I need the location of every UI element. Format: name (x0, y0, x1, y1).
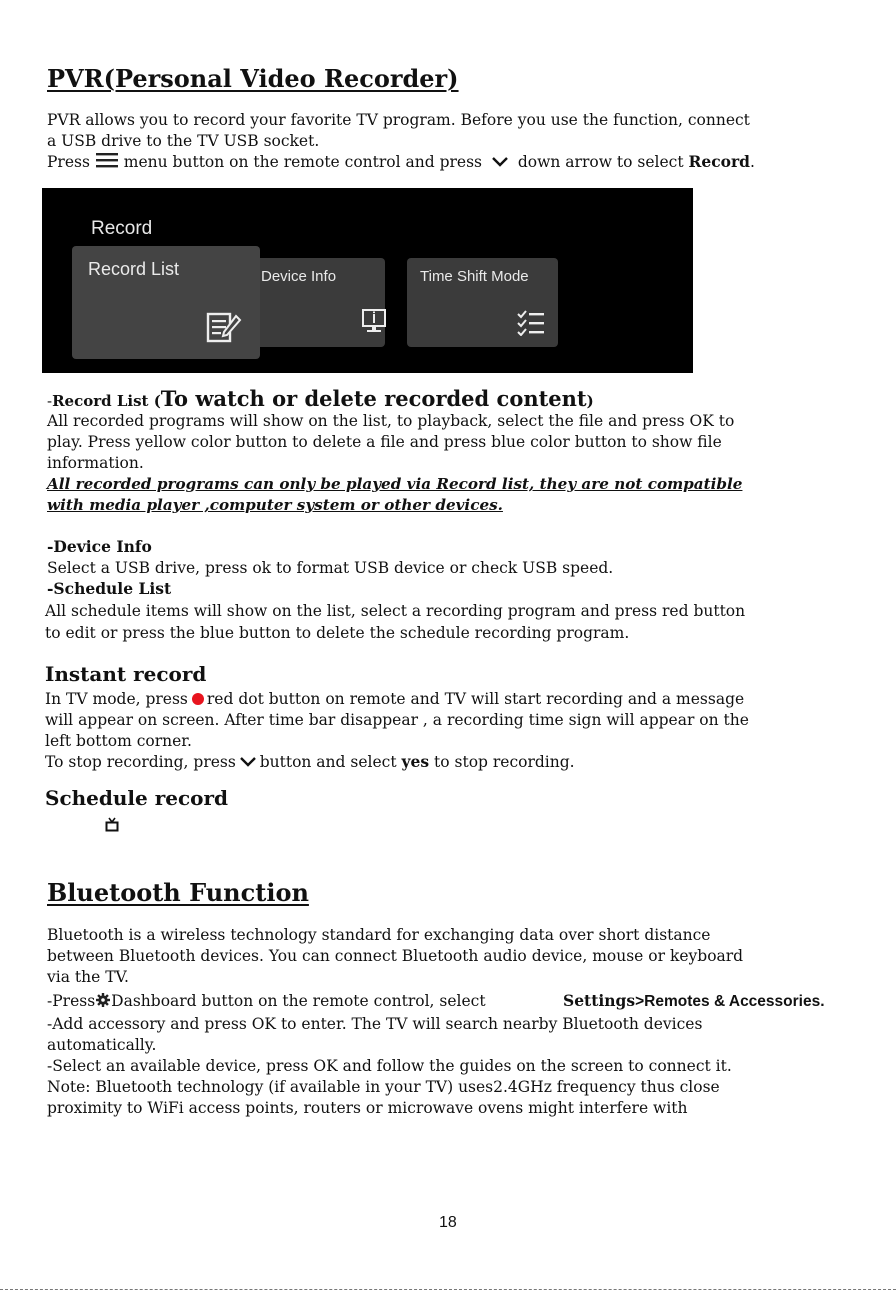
remotes-accessories-word: Remotes & Accessories. (644, 993, 825, 1010)
bluetooth-line-6: automatically. (47, 1036, 157, 1054)
down-text: down arrow to select (517, 153, 684, 171)
bluetooth-line-8: Note: Bluetooth technology (if available in your TV) uses2.4GHz frequency thus close (47, 1078, 720, 1096)
schedule-list-line-2: to edit or press the blue button to delete the schedule recording program. (45, 624, 630, 642)
pvr-intro-line-2: a USB drive to the TV USB socket. (47, 132, 320, 150)
record-list-card-label: Record List (88, 259, 180, 279)
record-list-dash: - (47, 392, 53, 410)
device-info-heading: -Device Info (47, 537, 152, 556)
record-list-warning-2: with media player ,computer system or other devices. (47, 496, 503, 514)
instant-record-title: Instant record (45, 662, 207, 686)
instant-record-line-2: will appear on screen. After time bar disappear , a recording time sign will appear on the (45, 711, 749, 729)
checklist-icon (517, 310, 545, 336)
schedule-list-heading: -Schedule List (47, 579, 172, 598)
bluetooth-line-3: via the TV. (47, 968, 129, 986)
bluetooth-line-7: -Select an available device, press OK and follow the guides on the screen to connect it. (47, 1057, 732, 1075)
bluetooth-l4b: Dashboard button on the remote control, select (111, 992, 486, 1010)
record-list-line-1: All recorded programs will show on the list, to playback, select the file and press OK to (47, 412, 735, 430)
device-info-card-label: Device Info (261, 268, 337, 285)
pvr-intro-line-1: PVR allows you to record your favorite TV program. Before you use the function, connect (47, 111, 750, 129)
path-separator: > (635, 993, 645, 1010)
record-list-heading (47, 386, 594, 411)
instant-record-l4b: button and select (259, 753, 397, 771)
down-arrow-icon (239, 753, 257, 774)
period: . (750, 153, 755, 171)
record-list-subtitle: To watch or delete recorded content (160, 386, 587, 411)
record-menu-header: Record (91, 218, 153, 239)
footer-divider (0, 1289, 896, 1290)
menu-text: menu button on the remote control and press (123, 153, 482, 171)
instant-record-l1b: red dot button on remote and TV will start recording and a message (206, 690, 745, 708)
tv-icon (105, 817, 119, 836)
pvr-title: PVR(Personal Video Recorder) (47, 64, 459, 93)
instant-record-l1a: In TV mode, press (45, 690, 188, 708)
record-menu-screenshot (42, 188, 693, 373)
red-dot-icon (192, 693, 204, 705)
page-number: 18 (439, 1214, 457, 1231)
bluetooth-line-9: proximity to WiFi access points, routers or microwave ovens might interfere with (47, 1099, 688, 1117)
bluetooth-title: Bluetooth Function (47, 878, 309, 907)
bluetooth-line-5: -Add accessory and press OK to enter. The TV will search nearby Bluetooth devices (47, 1015, 703, 1033)
instant-record-line-1 (45, 689, 744, 710)
record-list-line-2: play. Press yellow color button to delete a file and press blue color button to show file (47, 433, 722, 451)
record-word: Record (688, 152, 751, 171)
bluetooth-line-2: between Bluetooth devices. You can connect Bluetooth audio device, mouse or keyboard (47, 947, 744, 965)
time-shift-mode-card-label: Time Shift Mode (420, 268, 529, 285)
instant-record-line-4 (45, 752, 575, 773)
record-list-warning-1: All recorded programs can only be played via Record list, they are not compatible (47, 475, 743, 493)
pvr-press-line (47, 152, 755, 174)
paren-open: ( (148, 392, 161, 410)
record-list-label: Record List (52, 392, 149, 410)
bluetooth-l4a: -Press (47, 992, 96, 1010)
time-shift-mode-card (407, 258, 558, 347)
record-list-card[interactable] (72, 246, 260, 359)
menu-icon (95, 152, 119, 174)
device-info-line-1: Select a USB drive, press ok to format USB device or check USB speed. (47, 559, 614, 577)
bluetooth-line-1: Bluetooth is a wireless technology standard for exchanging data over short distance (47, 926, 711, 944)
press-word: Press (47, 153, 90, 171)
monitor-info-icon (361, 308, 387, 334)
settings-path (563, 991, 825, 1013)
schedule-list-line-1: All schedule items will show on the list, select a recording program and press red button (45, 602, 746, 620)
record-list-line-3: information. (47, 454, 144, 472)
instant-record-l4c: to stop recording. (434, 753, 575, 771)
down-arrow-icon (491, 153, 509, 174)
instant-record-line-3: left bottom corner. (45, 732, 192, 750)
bluetooth-line-4 (47, 991, 486, 1012)
edit-list-icon (206, 312, 242, 344)
gear-icon (96, 992, 110, 1013)
schedule-record-title: Schedule record (45, 786, 228, 810)
paren-close: ) (586, 392, 594, 410)
yes-word: yes (401, 752, 430, 771)
instant-record-l4a: To stop recording, press (45, 753, 236, 771)
settings-word: Settings (563, 991, 636, 1010)
